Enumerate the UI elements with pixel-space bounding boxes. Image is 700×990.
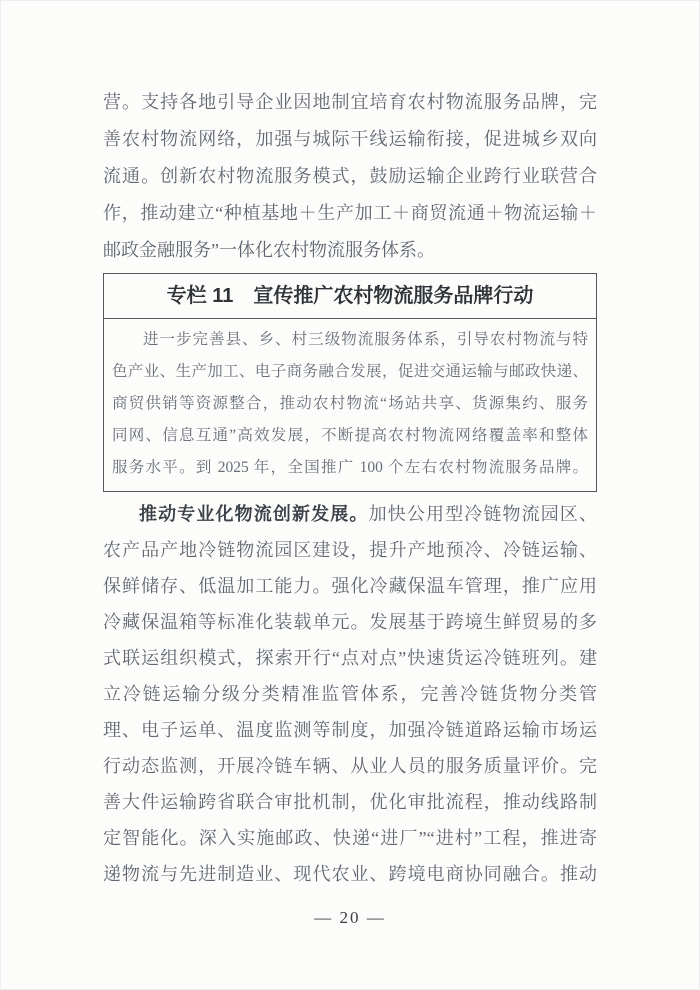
body-text-line: 善农村物流网络，加强与城际干线运输衔接，促进城乡双向 xyxy=(103,129,597,149)
box-text-line: 进一步完善县、乡、村三级物流服务体系，引导农村物流与特 xyxy=(143,331,588,348)
body-text-line xyxy=(103,496,597,532)
body-text-line: 营。支持各地引导企业因地制宜培育农村物流服务品牌，完 xyxy=(103,92,597,112)
bold-lead-text: 推动专业化物流创新发展。 xyxy=(139,504,369,524)
box-text-line: 商贸供销等资源整合，推动农村物流“场站共享、货源集约、服务 xyxy=(112,395,588,412)
column-box-title: 专栏 11 宣传推广农村物流服务品牌行动 xyxy=(104,274,596,319)
paragraph-bold-lead xyxy=(103,496,597,892)
page-content xyxy=(103,84,597,930)
body-text-line: 立冷链运输分级分类精准监管体系，完善冷链货物分类管 xyxy=(103,684,597,704)
body-text-line: 式联运组织模式，探索开行“点对点”快速货运冷链班列。建 xyxy=(103,648,597,668)
body-text-line: 理、电子运单、温度监测等制度，加强冷链道路运输市场运 xyxy=(103,720,597,740)
page-number: — 20 — xyxy=(314,908,386,927)
body-text-line: 行动态监测，开展冷链车辆、从业人员的服务质量评价。完 xyxy=(103,756,597,776)
column-box-body xyxy=(104,319,596,491)
box-text-line: 服务水平。到 2025 年，全国推广 100 个左右农村物流服务品牌。 xyxy=(112,459,588,476)
paragraph-continuation xyxy=(103,84,597,269)
body-text-line: 作，推动建立“种植基地＋生产加工＋商贸流通＋物流运输＋ xyxy=(103,203,597,223)
body-text-line: 冷藏保温箱等标准化装载单元。发展基于跨境生鲜贸易的多 xyxy=(103,612,597,632)
body-text-line: 保鲜储存、低温加工能力。强化冷藏保温车管理，推广应用 xyxy=(103,576,597,596)
body-text-line: 定智能化。深入实施邮政、快递“进厂”“进村”工程，推进寄 xyxy=(103,828,597,848)
box-text-line: 同网、信息互通”高效发展，不断提高农村物流网络覆盖率和整体 xyxy=(112,427,588,444)
body-text-line: 农产品产地冷链物流园区建设，提升产地预冷、冷链运输、 xyxy=(103,540,597,560)
body-text-line: 善大件运输跨省联合审批机制，优化审批流程，推动线路制 xyxy=(103,792,597,812)
body-text-line: 递物流与先进制造业、现代农业、跨境电商协同融合。推动 xyxy=(103,864,597,884)
box-text-line: 色产业、生产加工、电子商务融合发展，促进交通运输与邮政快递、 xyxy=(112,363,588,380)
body-text-run: 加快公用型冷链物流园区、 xyxy=(368,504,597,524)
body-text-line: 流通。创新农村物流服务模式，鼓励运输企业跨行业联营合 xyxy=(103,166,597,186)
body-text-line: 邮政金融服务”一体化农村物流服务体系。 xyxy=(103,240,435,260)
column-box-11 xyxy=(103,273,597,492)
